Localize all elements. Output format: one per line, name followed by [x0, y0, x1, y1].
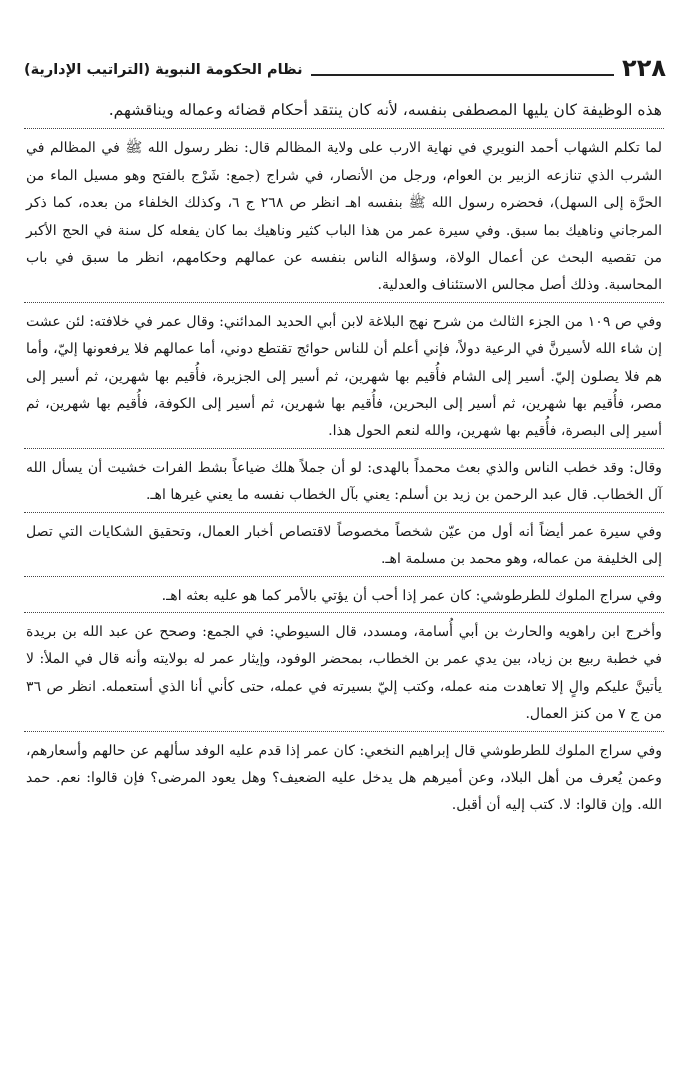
paragraph-divider	[24, 576, 664, 577]
running-header	[24, 44, 666, 80]
paragraph-divider	[24, 128, 664, 129]
paragraph-divider	[24, 512, 664, 513]
book-title: نظام الحكومة النبوية (التراتيب الإدارية)	[24, 62, 303, 78]
paragraph-5: وفي سيرة عمر أيضاً أنه أول من عيّن شخصاً مخصوصاً لاقتصاص أخبار العمال، وتحقيق الشكايات التي تصل إلى الخليفة من عماله، وهو محمد بن مسلمة اهـ.	[26, 523, 662, 568]
paragraph-divider	[24, 302, 664, 303]
header-rule	[311, 74, 614, 76]
paragraph-3: وفي ص ١٠٩ من الجزء الثالث من شرح نهج البلاغة لابن أبي الحديد المدائني: وقال عمر في خلافته: لئن عشت إن شاء الله لأسيرنَّ في الرعية دولاً، فإني أعلم أن للناس حوائج تقتطع دوني، أما عمالهم فلا يرفعونها إليّ، وأما هم فلا يصلون إليّ. أسير إلى الشام فأُقيم بها شهرين، ثم أسير إلى الجزيرة، فأُقيم بها شهرين، ثم أسير إلى مصر، فأُقيم بها شهرين، ثم أسير إلى البحرين، فأُقيم بها شهرين، ثم أسير إلى الكوفة، فأُقيم بها شهرين، ثم أسير إلى البصرة، فأُقيم بها شهرين، والله لنعم الحول هذا.	[26, 313, 662, 440]
page-number: ٢٢٨	[622, 54, 666, 82]
paragraph-divider	[24, 448, 664, 449]
paragraph-divider	[24, 612, 664, 613]
paragraph-6: وفي سراج الملوك للطرطوشي: كان عمر إذا أحب أن يؤتي بالأمر كما هو عليه بعثه اهـ.	[161, 587, 662, 604]
paragraph-divider	[24, 731, 664, 732]
paragraph-1: هذه الوظيفة كان يليها المصطفى بنفسه، لأنه كان ينتقد أحكام قضائه وعماله ويناقشهم.	[108, 101, 662, 119]
paragraph-2: لما تكلم الشهاب أحمد النويري في نهاية الارب على ولاية المظالم قال: نظر رسول الله ﷺ في المظالم في الشرب الذي تنازعه الزبير بن العوام، ورجل من الأنصار، في شراج (جمع: شَرْج بالفتح وهو مسيل الماء من الحرَّة إلى السهل)، فحضره رسول الله ﷺ بنفسه اهـ انظر ص ٢٦٨ ج ٦، وكذلك الخلفاء من بعده، كما ذكر المرجاني وناهيك بما سبق. وفي سيرة عمر من هذا الباب كثير وناهيك بما كان يفعله كل سنة في الحج الأكبر من تقصيه البحث عن أعمال الولاة، وسؤاله الناس بنفسه عن عمالهم وحكامهم، انظر ما سبق في باب المحاسبة. وذلك أصل مجالس الاستئناف والعدلية.	[26, 140, 662, 294]
paragraph-7: وأخرج ابن راهويه والحارث بن أبي أُسامة، ومسدد، قال السيوطي: في الجمع: وصحح عن عبد الله بن بريدة في خطبة ربيع بن زياد، بين يدي عمر بن الخطاب، بمحضر الوفود، وإيثار عمر له بولايته وأنه قال في الملأ: لا يأتينَّ عليكم والٍ إلا تعاهدت منه عمله، وكتب إليّ بسيرته في عمله، حتى كأني أنا الذي أستعمله. انظر ص ٣٦ من ج ٧ من كنز العمال.	[26, 623, 662, 723]
paragraph-8: وفي سراج الملوك للطرطوشي قال إبراهيم النخعي: كان عمر إذا قدم عليه الوفد سألهم عن حالهم وأسعارهم، وعمن يُعرف من أهل البلاد، وعن أميرهم هل يدخل عليه الضعيف؟ وهل يعود المرضى؟ فإن قالوا: نعم. حمد الله. وإن قالوا: لا. كتب إليه أن أقبل.	[26, 742, 662, 814]
paragraph-4: وقال: وقد خطب الناس والذي بعث محمداً بالهدى: لو أن جملاً هلك ضياعاً بشط الفرات خشيت أن يسأل الله آل الخطاب. قال عبد الرحمن بن زيد بن أسلم: يعني بآل الخطاب نفسه ما يعني غيرها اهـ.	[26, 459, 662, 504]
page-body	[24, 96, 664, 820]
